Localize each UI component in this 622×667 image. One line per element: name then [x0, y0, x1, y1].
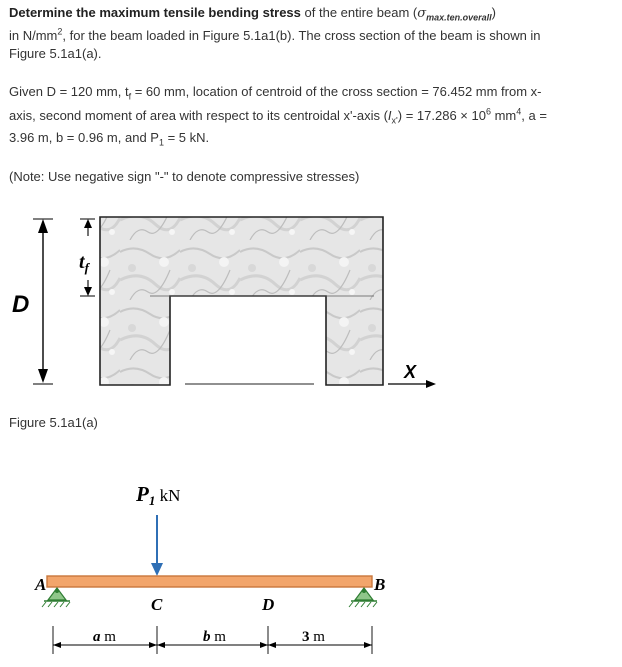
bold-max-tensile: maximum tensile bending stress — [99, 5, 301, 20]
figure-a-caption: Figure 5.1a1(a) — [9, 415, 98, 430]
units-sup: 2 — [57, 26, 63, 37]
exp-6: 6 — [485, 106, 491, 117]
problem-text-3: Figure 5.1a1(a). — [9, 46, 102, 61]
load-label: P1 kN — [136, 482, 181, 508]
I-symbol: I — [387, 108, 392, 123]
dim-3-label: 3 m — [302, 629, 325, 645]
given-text-2c: mm — [490, 108, 517, 123]
sigma-subscript: max.ten.overall — [426, 12, 492, 23]
dim-a-label: a m — [93, 629, 116, 645]
dim-b-label: b m — [203, 629, 226, 645]
tf-label: $t_f$ — [79, 251, 89, 275]
label-B: B — [374, 575, 386, 594]
exp-4: 4 — [516, 106, 522, 117]
given-text-2b: ) = 17.286 × 10 — [397, 108, 486, 123]
bold-determine: Determine the — [9, 5, 96, 20]
beam — [47, 576, 372, 587]
problem-text: of the entire beam ( — [304, 5, 418, 20]
load-arrow-head — [151, 563, 163, 576]
support-B-icon — [349, 588, 377, 607]
label-D: D — [262, 595, 275, 614]
note-text: (Note: Use negative sign "-" to denote compressive stresses) — [9, 169, 360, 184]
label-C: C — [151, 595, 163, 614]
given-text-3a: 3.96 m, b = 0.96 m, and P — [9, 130, 159, 145]
x-label: X — [404, 362, 417, 382]
given-text-1a: Given D = 120 mm, t — [9, 84, 129, 99]
sigma-symbol: σ — [417, 6, 427, 21]
label-A: A — [35, 575, 47, 594]
problem-text-2: , for the beam loaded in Figure 5.1a1(b). The cross section of the beam is shown in — [62, 28, 541, 43]
given-text-2a: axis, second moment of area with respect to its centroidal x'-axis ( — [9, 108, 388, 123]
given-text-3b: = 5 kN. — [163, 130, 210, 145]
given-text-1b: = 60 mm, location of centroid of the cross section = 76.452 mm from x- — [131, 84, 542, 99]
units-text: in N/mm — [9, 28, 58, 43]
paren-close: ) — [491, 5, 497, 20]
tf-sub: f — [128, 91, 132, 102]
p1-sub: 1 — [158, 137, 164, 148]
D-label: D — [12, 291, 30, 318]
I-sub: x' — [391, 115, 398, 126]
given-text-2d: , a = — [521, 108, 547, 123]
